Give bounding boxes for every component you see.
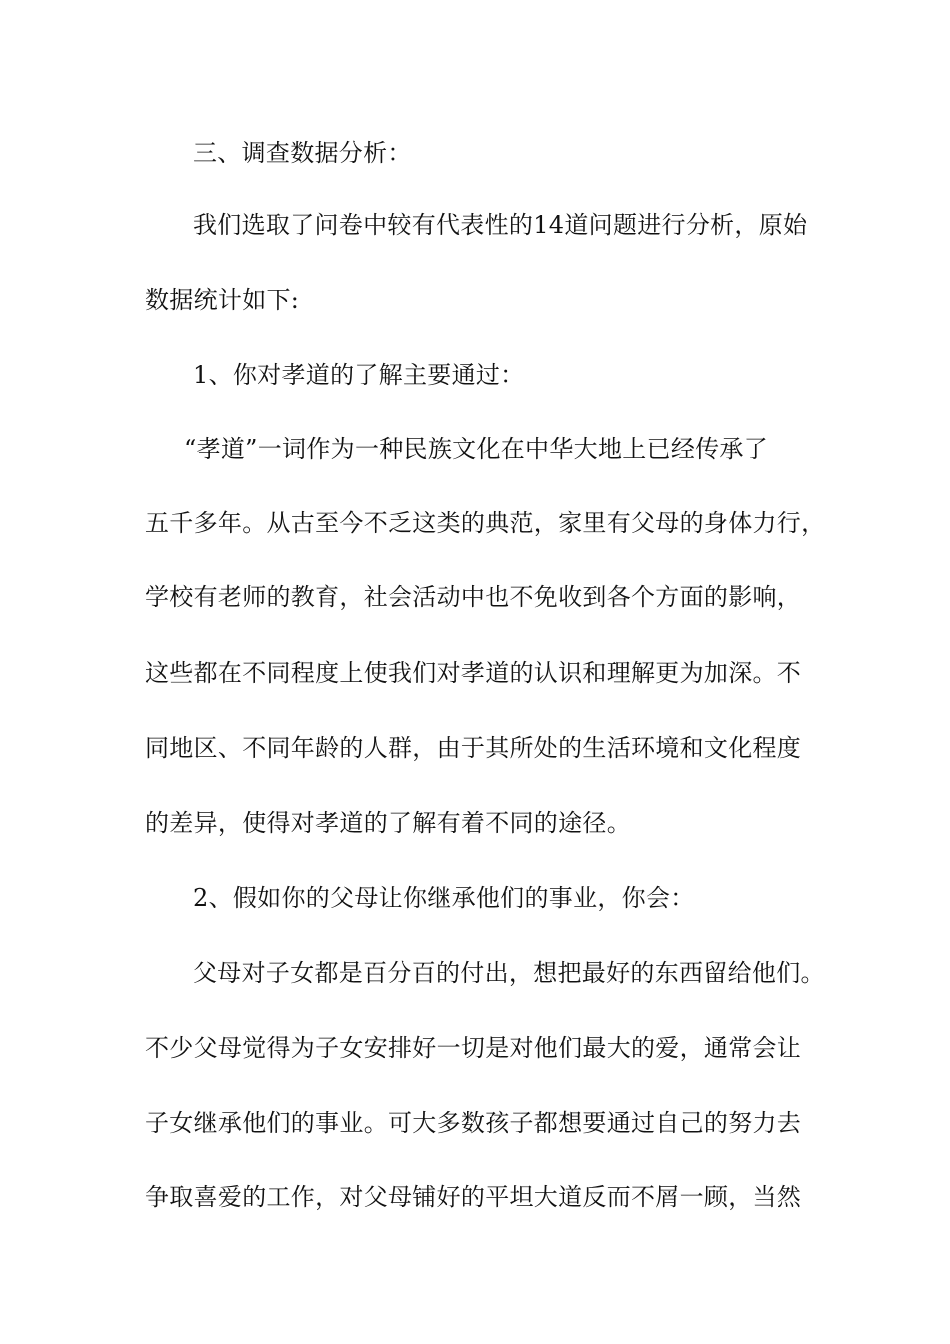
- q1-paragraph-line-6: 的差异，使得对孝道的了解有着不同的途径。: [145, 809, 631, 837]
- intro-line-1: 我们选取了问卷中较有代表性的14道问题进行分析，原始: [193, 211, 808, 239]
- section-heading: 三、调查数据分析：: [193, 139, 412, 167]
- question-1-title: 1、你对孝道的了解主要通过：: [193, 361, 525, 389]
- intro-line-2: 数据统计如下:: [145, 286, 300, 314]
- q2-paragraph-line-3: 子女继承他们的事业。可大多数孩子都想要通过自己的努力去: [145, 1109, 802, 1137]
- q1-paragraph-line-2: 五千多年。从古至今不乏这类的典范，家里有父母的身体力行，: [145, 509, 826, 537]
- q2-paragraph-line-2: 不少父母觉得为子女安排好一切是对他们最大的爱，通常会让: [145, 1034, 802, 1062]
- q1-paragraph-line-1: “孝道”一词作为一种民族文化在中华大地上已经传承了: [184, 435, 769, 463]
- q2-paragraph-line-1: 父母对子女都是百分百的付出，想把最好的东西留给他们。: [193, 959, 825, 987]
- q1-paragraph-line-5: 同地区、不同年龄的人群，由于其所处的生活环境和文化程度: [145, 734, 802, 762]
- q2-paragraph-line-4: 争取喜爱的工作，对父母铺好的平坦大道反而不屑一顾，当然: [145, 1183, 802, 1211]
- question-2-title: 2、假如你的父母让你继承他们的事业，你会：: [193, 884, 695, 912]
- q1-paragraph-line-3: 学校有老师的教育，社会活动中也不免收到各个方面的影响，: [145, 583, 802, 611]
- q1-paragraph-line-4: 这些都在不同程度上使我们对孝道的认识和理解更为加深。不: [145, 659, 802, 687]
